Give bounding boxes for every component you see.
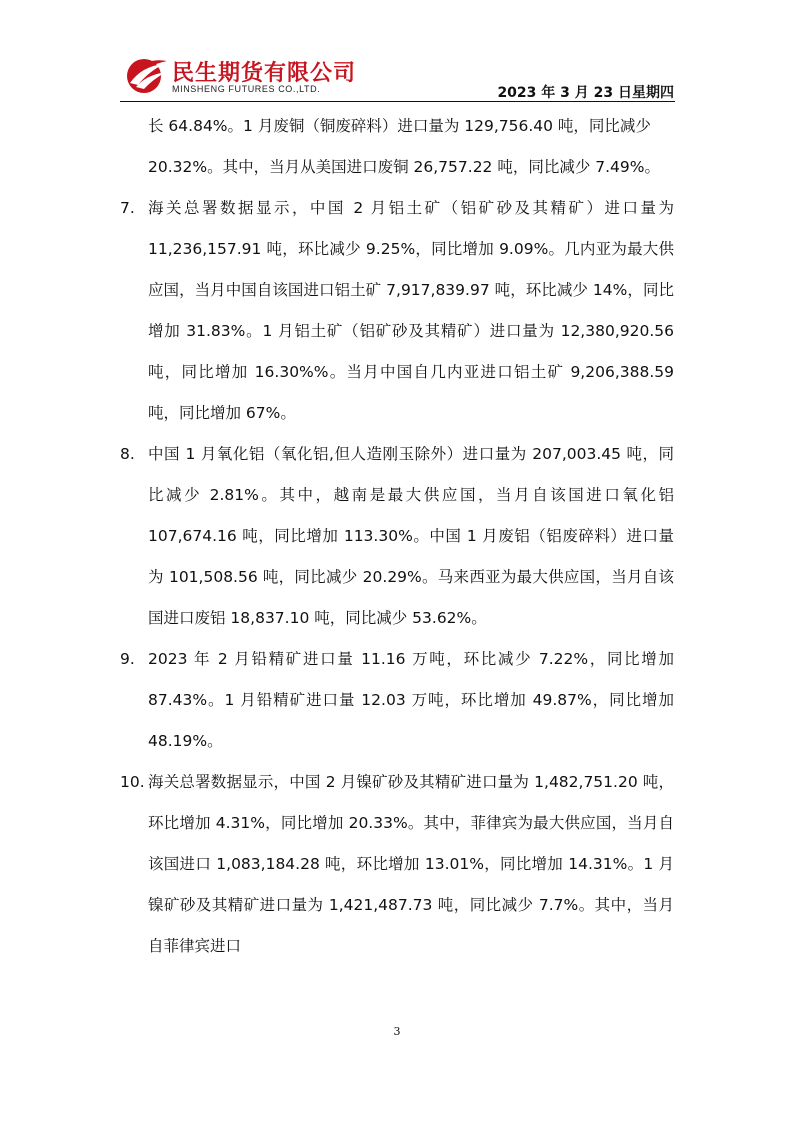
list-item-7 bbox=[120, 188, 674, 434]
item-text: 海关总署数据显示，中国 2 月铝土矿（铝矿砂及其精矿）进口量为 11,236,157.91 吨，环比减少 9.25%，同比增加 9.09%。几内亚为最大供应国，当月中国自该国进口铝土矿 7,917,839.97 吨，环比减少 14%，同比增加 31.83%。1 月铝土矿（铝矿砂及其精矿）进口量为 12,380,920.56 吨，同比增加 16.30%%。当月中国自几内亚进口铝土矿 9,206,388.59 吨，同比增加 67%。 bbox=[148, 199, 674, 422]
list-item-9 bbox=[120, 639, 674, 762]
header-divider bbox=[120, 101, 675, 102]
list-item-10 bbox=[120, 762, 674, 967]
brand-name-cn: 民生期货有限公司 bbox=[172, 61, 357, 86]
brand-name-en: MINSHENG FUTURES CO.,LTD. bbox=[172, 84, 321, 94]
item-number: 7. bbox=[120, 199, 135, 217]
page-number: 3 bbox=[393, 1025, 401, 1038]
item-text: 2023 年 2 月铅精矿进口量 11.16 万吨，环比减少 7.22%，同比增加 87.43%。1 月铅精矿进口量 12.03 万吨，环比增加 49.87%，同比增加 48.19%。 bbox=[148, 650, 674, 750]
document-body bbox=[120, 106, 674, 967]
page-header bbox=[120, 52, 674, 102]
item-number: 10. bbox=[120, 773, 145, 791]
item-text: 中国 1 月氧化铝（氧化铝,但人造刚玉除外）进口量为 207,003.45 吨，同比减少 2.81%。其中，越南是最大供应国，当月自该国进口氧化铝 107,674.16 吨，同比增加 113.30%。中国 1 月废铝（铝废碎料）进口量为 101,508.56 吨，同比减少 20.29%。马来西亚为最大供应国，当月自该国进口废铝 18,837.10 吨，同比减少 53.62%。 bbox=[148, 445, 674, 627]
report-date: 2023 年 3 月 23 日星期四 bbox=[497, 85, 674, 101]
continued-paragraph: 长 64.84%。1 月废铜（铜废碎料）进口量为 129,756.40 吨，同比减少 20.32%。其中，当月从美国进口废铜 26,757.22 吨，同比减少 7.49%。 bbox=[148, 117, 661, 176]
item-number: 9. bbox=[120, 650, 135, 668]
list-item-8 bbox=[120, 434, 674, 639]
item-text: 海关总署数据显示，中国 2 月镍矿砂及其精矿进口量为 1,482,751.20 吨，环比增加 4.31%，同比增加 20.33%。其中，菲律宾为最大供应国，当月自该国进口 1,083,184.28 吨，环比增加 13.01%，同比增加 14.31%。1 月镍矿砂及其精矿进口量为 1,421,487.73 吨，同比减少 7.7%。其中，当月自菲律宾进口 bbox=[148, 773, 674, 955]
item-number: 8. bbox=[120, 445, 135, 463]
minsheng-logo-icon bbox=[124, 56, 168, 96]
